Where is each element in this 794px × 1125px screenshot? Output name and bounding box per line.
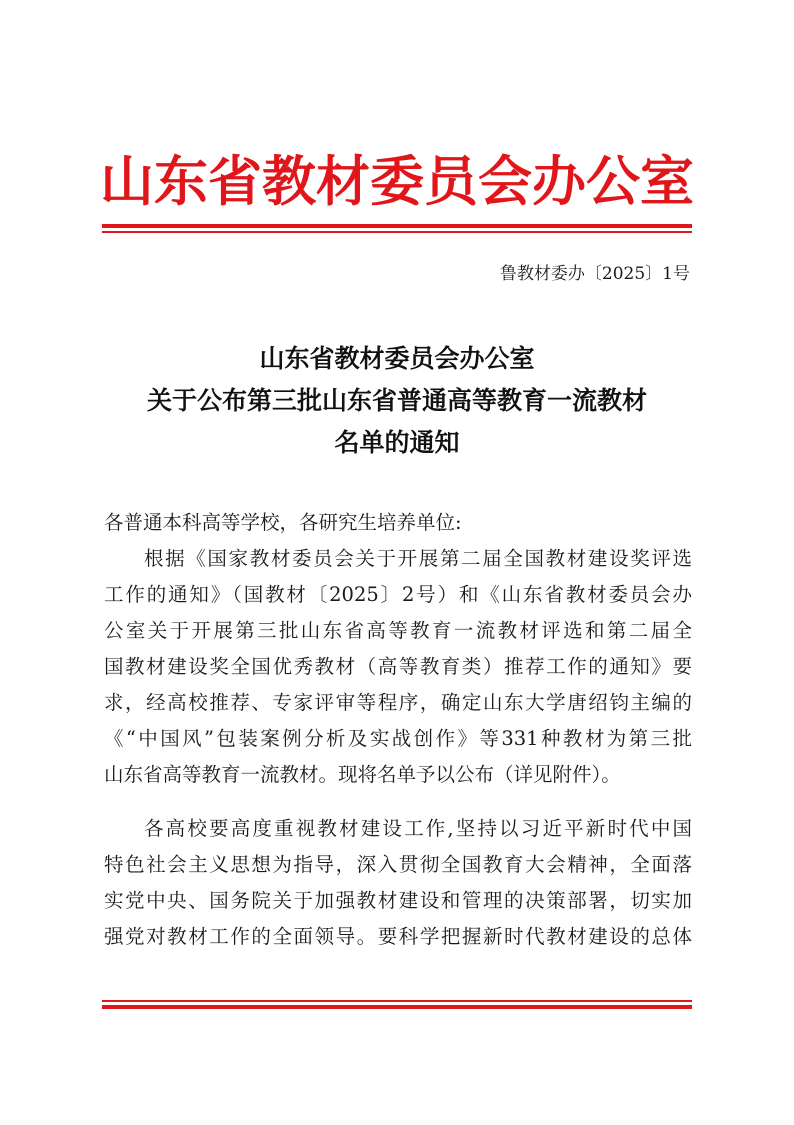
masthead-rule-thin [102,231,692,233]
document-title-line-3: 名单的通知 [334,428,460,457]
paragraph-line: 山东省高等教育一流教材。现将名单予以公布（详见附件）。 [104,763,621,786]
document-title-line-1: 山东省教材委员会办公室 [259,344,535,373]
paragraph-line: 实党中央、国务院关于加强教材建设和管理的决策部署，切实加 [104,889,692,912]
paragraph-1 [104,541,692,793]
paragraph-line: 各高校要高度重视教材建设工作,坚持以习近平新时代中国 [144,817,692,840]
footer-rule-thick [102,1005,692,1009]
paragraph-line: 特色社会主义思想为指导，深入贯彻全国教育大会精神，全面落 [104,853,692,876]
paragraph-line: 公室关于开展第三批山东省高等教育一流教材评选和第二届全 [104,619,692,642]
document-number: 鲁教材委办〔2025〕1号 [499,264,690,284]
paragraph-line: 工作的通知》（国教材〔2025〕2号）和《山东省教材委员会办 [104,583,692,606]
paragraph-line: 国教材建设奖全国优秀教材（高等教育类）推荐工作的通知》要 [104,655,692,678]
paragraph-line: 根据《国家教材委员会关于开展第二届全国教材建设奖评选 [144,547,692,570]
paragraph-line: 求，经高校推荐、专家评审等程序，确定山东大学唐绍钧主编的 [104,691,692,714]
paragraph-line: 《“中国风”包装案例分析及实战创作》等331种教材为第三批 [104,727,692,750]
document-title-line-2: 关于公布第三批山东省普通高等教育一流教材 [146,386,647,415]
masthead-org-name: 山东省教材委员会办公室 [100,149,694,213]
salutation: 各普通本科高等学校，各研究生培养单位: [104,511,462,534]
masthead-rule-thick [102,224,692,228]
paragraph-2 [104,811,692,955]
paragraph-line: 强党对教材工作的全面领导。要科学把握新时代教材建设的总体 [104,925,692,948]
footer-rule-thin [102,1000,692,1002]
